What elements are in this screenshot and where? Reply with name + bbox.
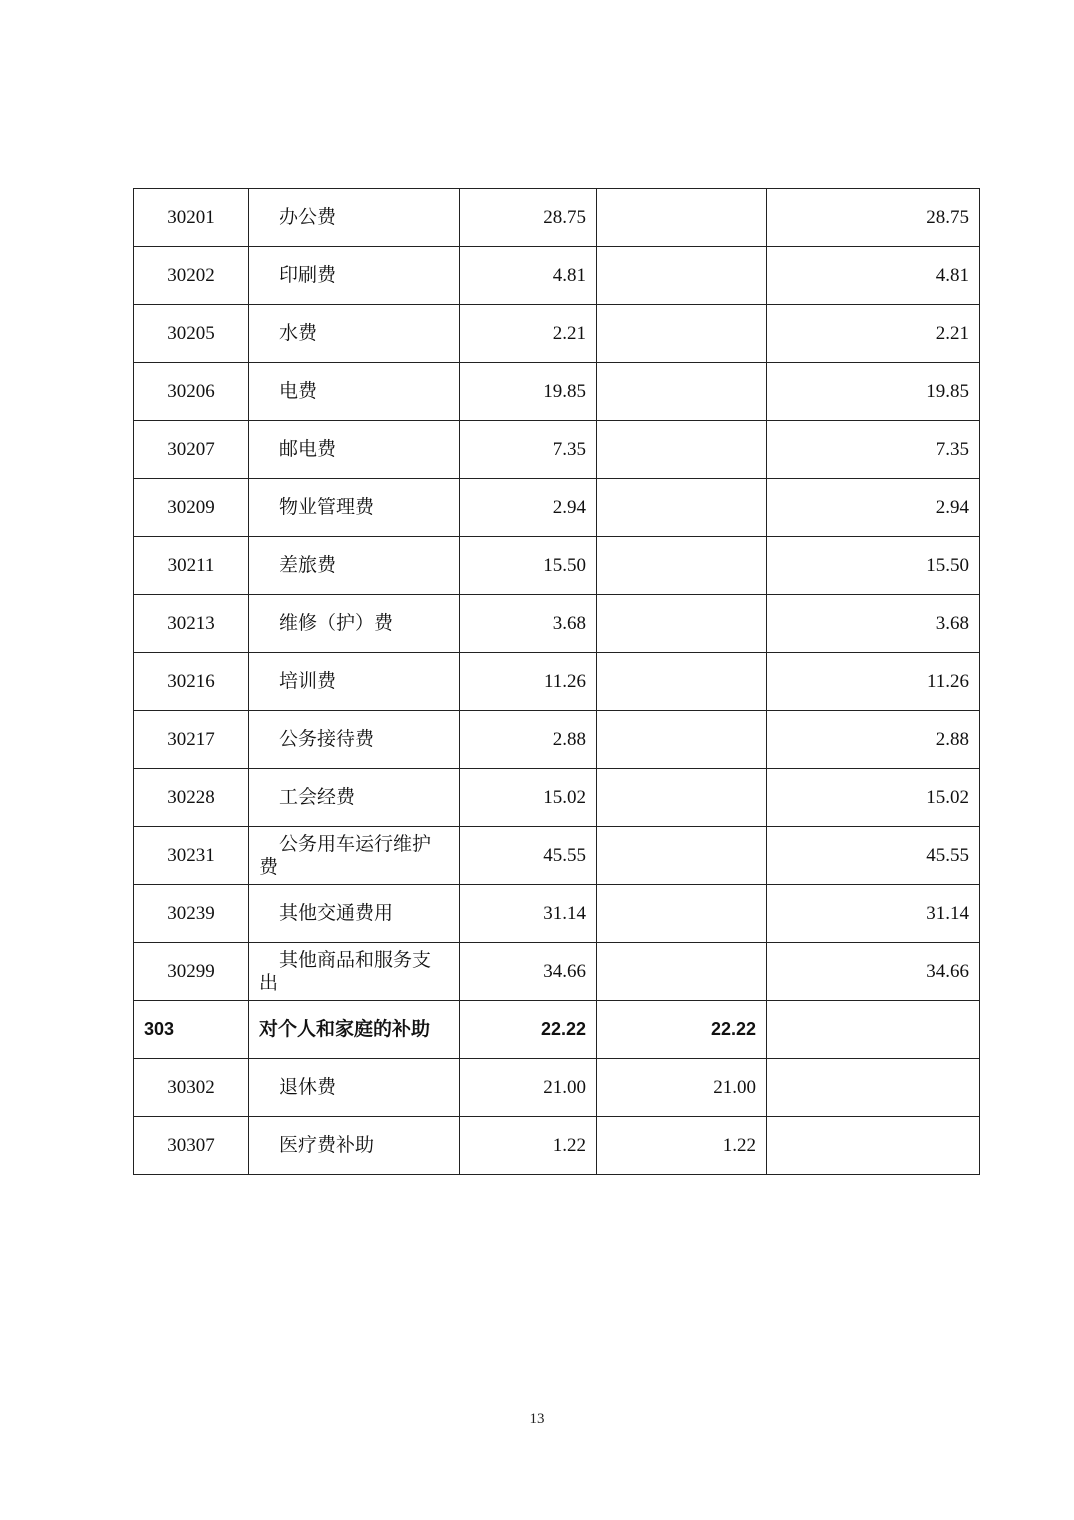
cell-basic-expenditure: 21.00 [597,1059,767,1117]
cell-code: 30231 [134,827,249,885]
cell-total: 31.14 [460,885,597,943]
cell-basic-expenditure [597,943,767,1001]
table-row [134,537,980,595]
cell-name [249,537,460,595]
cell-basic-expenditure [597,711,767,769]
cell-total: 4.81 [460,247,597,305]
cell-code: 30239 [134,885,249,943]
table-row [134,479,980,537]
table-body [134,189,980,1175]
table-group-row [134,1001,980,1059]
cell-project-expenditure [767,1117,980,1175]
cell-total: 15.02 [460,769,597,827]
table-row [134,885,980,943]
cell-code: 30201 [134,189,249,247]
cell-code: 30216 [134,653,249,711]
cell-basic-expenditure [597,885,767,943]
cell-total: 3.68 [460,595,597,653]
cell-name [249,189,460,247]
cell-total: 28.75 [460,189,597,247]
cell-project-expenditure: 15.50 [767,537,980,595]
table-row [134,189,980,247]
item-name: 其他商品和服务支出 [259,948,432,994]
table-row [134,247,980,305]
table-row [134,653,980,711]
expenditure-table [133,188,980,1175]
cell-name [249,421,460,479]
cell-total: 2.94 [460,479,597,537]
cell-project-expenditure [767,1001,980,1059]
cell-basic-expenditure [597,305,767,363]
table-row [134,827,980,885]
table-row [134,363,980,421]
cell-code: 30217 [134,711,249,769]
cell-total: 21.00 [460,1059,597,1117]
item-name: 对个人和家庭的补助 [259,1018,431,1040]
table-row [134,1117,980,1175]
cell-total: 22.22 [460,1001,597,1059]
cell-code: 30211 [134,537,249,595]
cell-project-expenditure: 45.55 [767,827,980,885]
item-name: 电费 [279,380,318,402]
cell-total: 11.26 [460,653,597,711]
item-name: 水费 [279,322,318,344]
page-number: 13 [529,1411,545,1427]
table-row [134,769,980,827]
cell-code: 30302 [134,1059,249,1117]
cell-total: 19.85 [460,363,597,421]
cell-name [249,653,460,711]
cell-project-expenditure: 2.88 [767,711,980,769]
cell-code: 30202 [134,247,249,305]
cell-total: 2.21 [460,305,597,363]
cell-total: 7.35 [460,421,597,479]
cell-project-expenditure: 19.85 [767,363,980,421]
item-name: 邮电费 [279,438,337,460]
cell-basic-expenditure [597,595,767,653]
cell-name [249,1117,460,1175]
cell-project-expenditure: 4.81 [767,247,980,305]
item-name: 物业管理费 [279,496,375,518]
table-row [134,711,980,769]
cell-basic-expenditure [597,537,767,595]
cell-code: 30307 [134,1117,249,1175]
cell-code: 30213 [134,595,249,653]
table-row [134,595,980,653]
cell-name [249,769,460,827]
item-name: 其他交通费用 [279,902,394,924]
cell-project-expenditure: 2.21 [767,305,980,363]
cell-code: 30209 [134,479,249,537]
cell-project-expenditure: 15.02 [767,769,980,827]
table-row [134,421,980,479]
table-row [134,1059,980,1117]
cell-total: 1.22 [460,1117,597,1175]
cell-total: 45.55 [460,827,597,885]
table-row [134,943,980,1001]
cell-basic-expenditure [597,247,767,305]
cell-basic-expenditure [597,769,767,827]
item-name: 工会经费 [279,786,356,808]
cell-name [249,247,460,305]
cell-name [249,305,460,363]
item-name: 医疗费补助 [279,1134,375,1156]
item-name: 差旅费 [279,554,337,576]
item-name: 公务用车运行维护费 [259,832,432,878]
item-name: 退休费 [279,1076,337,1098]
cell-code: 30228 [134,769,249,827]
cell-basic-expenditure [597,479,767,537]
cell-total: 34.66 [460,943,597,1001]
cell-code: 30299 [134,943,249,1001]
cell-basic-expenditure: 1.22 [597,1117,767,1175]
cell-project-expenditure: 3.68 [767,595,980,653]
cell-name [249,711,460,769]
cell-project-expenditure: 11.26 [767,653,980,711]
cell-name [249,1059,460,1117]
cell-code: 303 [134,1001,249,1059]
cell-name [249,363,460,421]
cell-basic-expenditure: 22.22 [597,1001,767,1059]
item-name: 印刷费 [279,264,337,286]
cell-project-expenditure [767,1059,980,1117]
cell-project-expenditure: 2.94 [767,479,980,537]
cell-code: 30206 [134,363,249,421]
cell-project-expenditure: 34.66 [767,943,980,1001]
cell-project-expenditure: 7.35 [767,421,980,479]
cell-total: 15.50 [460,537,597,595]
cell-name [249,943,460,1001]
cell-basic-expenditure [597,363,767,421]
cell-basic-expenditure [597,189,767,247]
item-name: 培训费 [279,670,337,692]
cell-code: 30207 [134,421,249,479]
item-name: 公务接待费 [279,728,375,750]
cell-name [249,827,460,885]
cell-name [249,479,460,537]
cell-project-expenditure: 28.75 [767,189,980,247]
cell-basic-expenditure [597,421,767,479]
cell-basic-expenditure [597,827,767,885]
cell-name [249,595,460,653]
cell-project-expenditure: 31.14 [767,885,980,943]
item-name: 办公费 [279,206,337,228]
cell-name [249,1001,460,1059]
cell-basic-expenditure [597,653,767,711]
cell-total: 2.88 [460,711,597,769]
table-row [134,305,980,363]
item-name: 维修（护）费 [279,612,394,634]
cell-code: 30205 [134,305,249,363]
cell-name [249,885,460,943]
